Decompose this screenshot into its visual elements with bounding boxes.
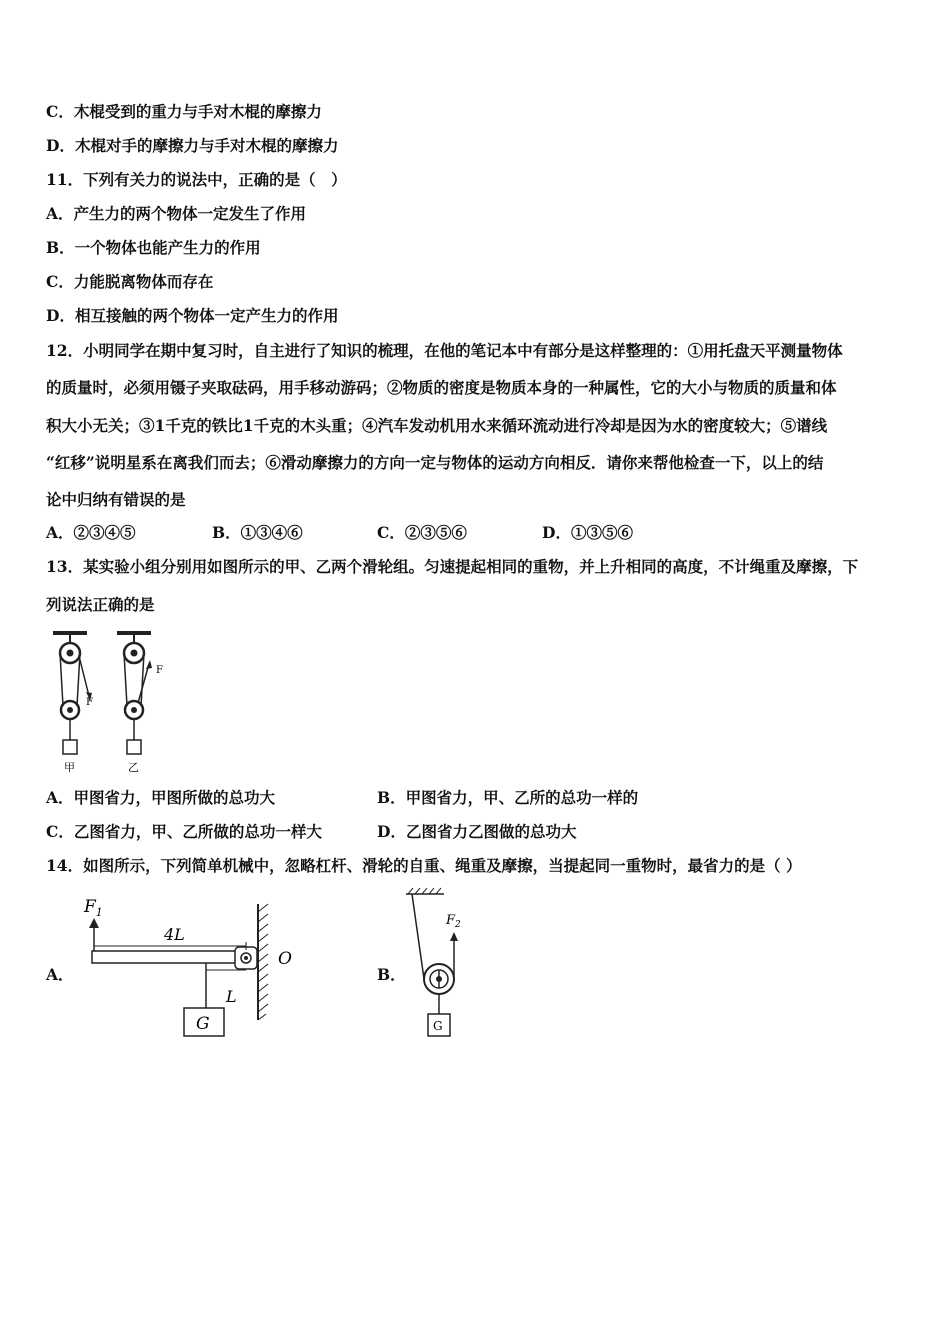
arm-l-label: L (226, 987, 237, 1006)
yi-label: 乙 (128, 761, 139, 774)
q13-pulley-figure (46, 628, 176, 776)
yi-force-label: F (156, 665, 163, 676)
q14-pulley-figure (400, 884, 480, 1042)
q14-stem: 14．如图所示，下列简单机械中，忽略杠杆、滑轮的自重、绳重及摩擦，当提起同一重物时，最省力的是（ ） (46, 856, 802, 875)
pivot-o-label: O (278, 949, 292, 969)
f1-label: $F_1$ (84, 897, 103, 919)
q12-stem-line3: 积大小无关；③1千克的铁比1千克的木头重；④汽车发动机用水来循环流动进行冷却是因为水的密度较大；⑤谱线 (46, 416, 828, 435)
q11-option-b: B．一个物体也能产生力的作用 (46, 238, 261, 257)
q14-option-b-label: B． (377, 965, 406, 984)
q12-stem-line1: 12．小明同学在期中复习时，自主进行了知识的梳理，在他的笔记本中有部分是这样整理的：①用托盘天平测量物体 (46, 341, 843, 360)
pulley-system-yi (117, 631, 152, 754)
q12-option-b: B．①③④⑥ (212, 523, 303, 542)
weight-g-label: G (196, 1014, 210, 1034)
q14-lever-figure (76, 890, 316, 1042)
q13-option-a: A．甲图省力，甲图所做的总功大 (46, 788, 276, 807)
q10-option-d: D．木棍对手的摩擦力与手对木棍的摩擦力 (46, 136, 339, 155)
q12-option-d: D．①③⑤⑥ (542, 523, 633, 542)
q13-option-c: C．乙图省力，甲、乙所做的总功一样大 (46, 822, 322, 841)
q12-option-a: A．②③④⑤ (46, 523, 136, 542)
pulley-system-jia (53, 631, 92, 754)
q12-option-c: C．②③⑤⑥ (377, 523, 467, 542)
q12-stem-line4: “红移”说明星系在离我们而去；⑥滑动摩擦力的方向一定与物体的运动方向相反．请你来帮他检查一下，以上的结 (46, 453, 824, 472)
weight-g-label-b: G (433, 1019, 443, 1033)
q13-option-b: B．甲图省力，甲、乙所的总功一样的 (377, 788, 639, 807)
q13-stem-line1: 13．某实验小组分别用如图所示的甲、乙两个滑轮组。匀速提起相同的重物，并上升相同的高度，不计绳重及摩擦，下 (46, 557, 859, 576)
q13-option-d: D．乙图省力乙图做的总功大 (377, 822, 577, 841)
q14-option-a-label: A． (46, 965, 74, 984)
jia-label: 甲 (64, 761, 75, 774)
f2-label: $F_2$ (446, 913, 461, 930)
q13-stem-line2: 列说法正确的是 (46, 595, 155, 614)
q12-stem-line5: 论中归纳有错误的是 (46, 490, 186, 509)
q12-stem-line2: 的质量时，必须用镊子夹取砝码，用手移动游码；②物质的密度是物质本身的一种属性，它的大小与物质的质量和体 (46, 378, 837, 397)
arm-4l-label: 4L (164, 925, 185, 944)
q11-option-d: D．相互接触的两个物体一定产生力的作用 (46, 306, 339, 325)
q10-option-c: C．木棍受到的重力与手对木棍的摩擦力 (46, 102, 322, 121)
q11-option-a: A．产生力的两个物体一定发生了作用 (46, 204, 307, 223)
q11-option-c: C．力能脱离物体而存在 (46, 272, 214, 291)
q11-stem: 11．下列有关力的说法中，正确的是（ ） (46, 170, 347, 189)
jia-force-label: F (86, 697, 93, 708)
